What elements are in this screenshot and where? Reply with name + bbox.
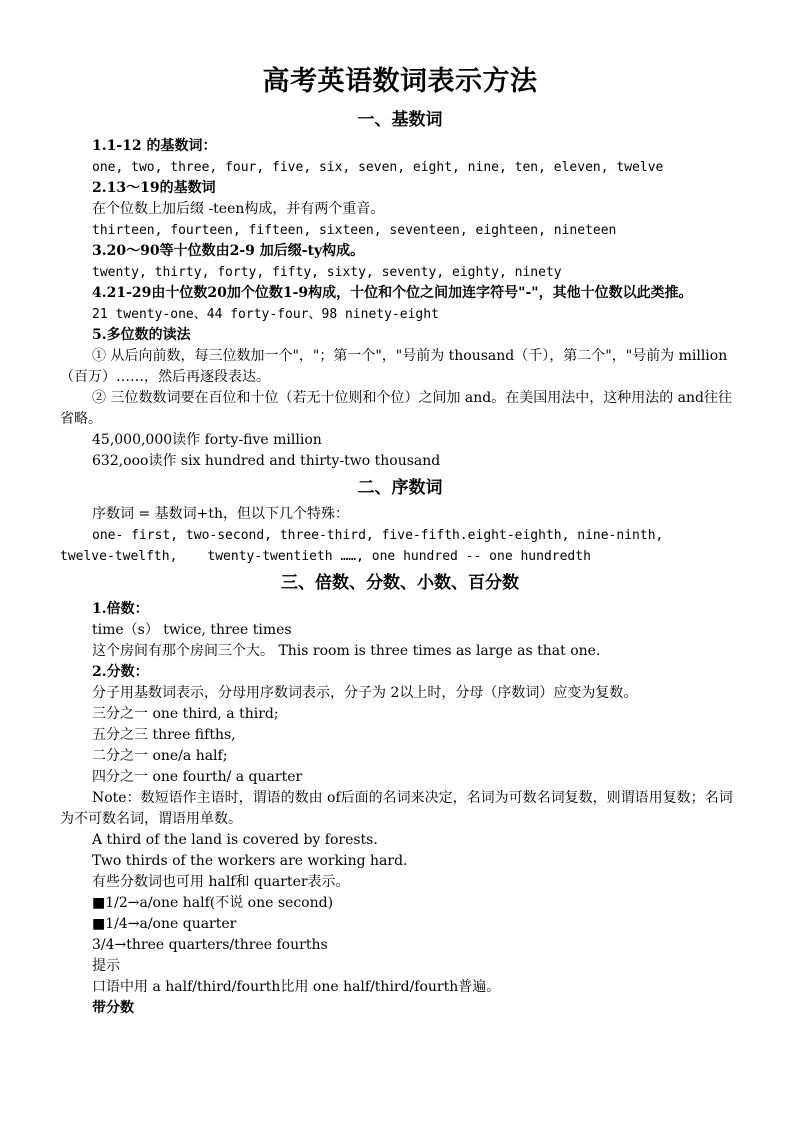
section-cardinal-numbers xyxy=(60,108,740,472)
section-heading: 二、序数词 xyxy=(357,478,443,498)
example-line: 五分之三 three fifths, xyxy=(92,727,236,743)
subheading: 4.21-29由十位数20加个位数1-9构成，十位和个位之间加连字符号"-"，其他十位数以此类推。 xyxy=(92,285,693,301)
subheading: 2.分数： xyxy=(92,664,149,680)
paragraph: 序数词 = 基数词+th，但以下几个特殊： xyxy=(92,506,350,522)
example-line: 45,000,000读作 forty-five million xyxy=(92,432,322,448)
subheading: 1.1-12 的基数词： xyxy=(92,138,217,154)
word-list-part: twenty-twentieth ……, one hundred -- one hundredth xyxy=(207,549,591,564)
paragraph: ① 从后向前数，每三位数加一个"，"；第一个"，"号前为 thousand（千），第二个"，"号前为 million（百万）……，然后再逐段表达。 xyxy=(60,348,728,385)
example-line: 这个房间有那个房间三个大。 This room is three times as large as that one. xyxy=(92,643,601,659)
word-list: one- first, two-second, three-third, five-fifth.eight-eighth, nine-ninth, xyxy=(92,528,664,543)
example-line: 三分之一 one third, a third; xyxy=(92,706,279,722)
example-line: 632,ooo读作 six hundred and thirty-two thousand xyxy=(92,453,441,469)
section-heading: 三、倍数、分数、小数、百分数 xyxy=(281,573,519,593)
subheading: 5.多位数的读法 xyxy=(92,327,191,343)
word-list xyxy=(60,546,740,567)
subheading: 2.13～19的基数词 xyxy=(92,180,216,196)
word-list: one, two, three, four, five, six, seven, eight, nine, ten, eleven, twelve xyxy=(92,160,664,175)
paragraph: 在个位数上加后缀 -teen构成，并有两个重音。 xyxy=(92,201,385,217)
paragraph: 有些分数词也可用 half和 quarter表示。 xyxy=(92,874,350,890)
document-title: 高考英语数词表示方法 xyxy=(262,66,538,97)
section-heading: 一、基数词 xyxy=(357,110,443,130)
tip-heading: 提示 xyxy=(92,958,120,974)
word-list: twenty, thirty, forty, fifty, sixty, seventy, eighty, ninety xyxy=(92,265,562,280)
note-paragraph: Note：数短语作主语时，谓语的数由 of后面的名词来决定，名词为可数名词复数，则谓语用复数；名词为不可数名词，谓语用单数。 xyxy=(60,790,733,827)
word-list-part: twelve-twelfth, xyxy=(60,549,178,564)
example-line: 四分之一 one fourth/ a quarter xyxy=(92,769,303,785)
example-line: ■1/2→a/one half(不说 one second) xyxy=(92,895,334,911)
document-page xyxy=(60,62,740,1019)
example-line: time（s） twice, three times xyxy=(92,622,292,638)
section-ordinal-numbers xyxy=(60,476,740,567)
section-multiples-fractions xyxy=(60,571,740,1019)
example-line: ■1/4→a/one quarter xyxy=(92,916,237,932)
example-line: Two thirds of the workers are working hard. xyxy=(92,853,408,869)
example-line: 21 twenty-one、44 forty-four、98 ninety-eight xyxy=(92,307,439,322)
paragraph: 分子用基数词表示，分母用序数词表示，分子为 2以上时，分母（序数词）应变为复数。 xyxy=(92,685,638,701)
example-line: 3/4→three quarters/three fourths xyxy=(92,937,328,953)
example-line: 二分之一 one/a half; xyxy=(92,748,228,764)
word-list: thirteen, fourteen, fifteen, sixteen, seventeen, eighteen, nineteen xyxy=(92,223,617,238)
subheading: 1.倍数： xyxy=(92,601,149,617)
example-line: A third of the land is covered by forests. xyxy=(92,832,378,848)
tip-text: 口语中用 a half/third/fourth比用 one half/third/fourth普遍。 xyxy=(92,979,501,995)
paragraph: ② 三位数数词要在百位和十位（若无十位则和个位）之间加 and。在美国用法中，这种用法的 and往往省略。 xyxy=(60,390,732,427)
subheading: 带分数 xyxy=(92,1000,134,1016)
subheading: 3.20～90等十位数由2-9 加后缀-ty构成。 xyxy=(92,243,365,259)
